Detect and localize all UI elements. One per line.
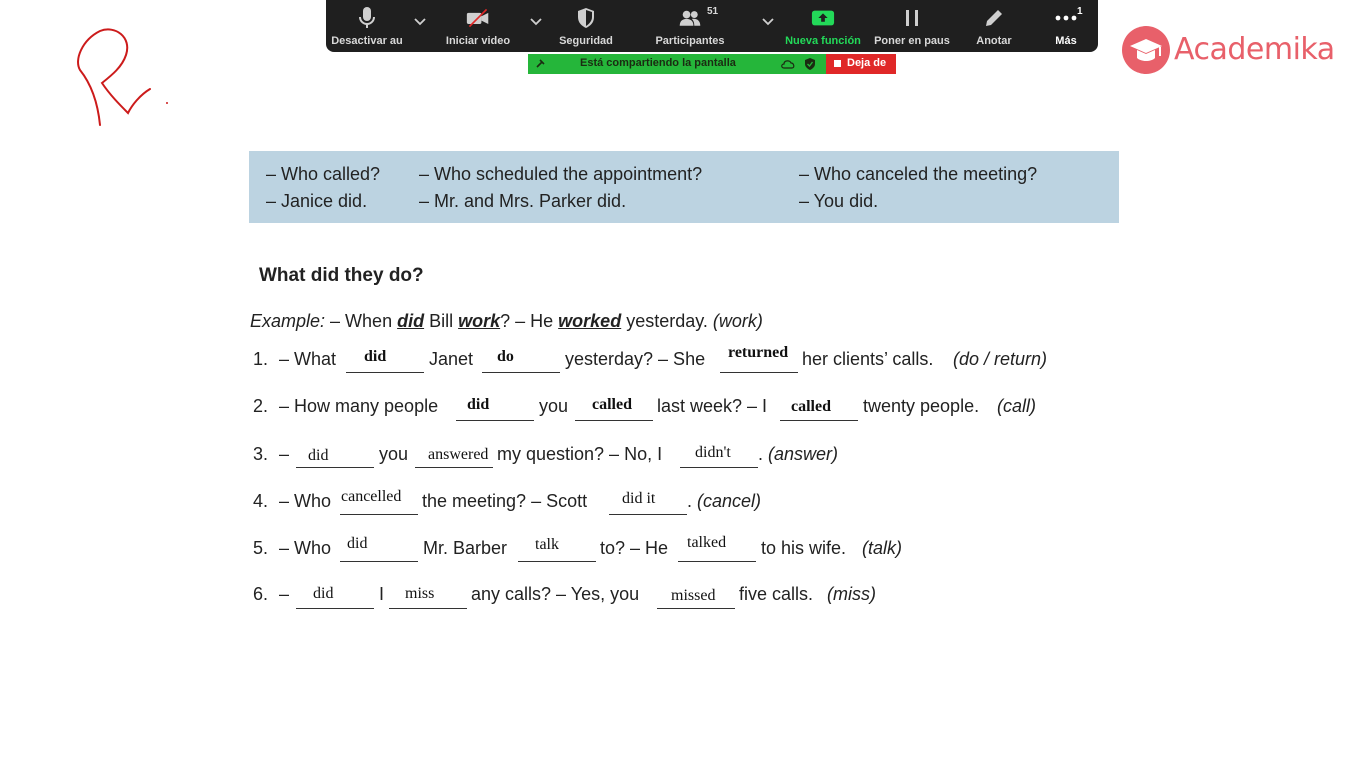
shield-check-icon xyxy=(804,57,816,71)
answer-blank[interactable] xyxy=(340,513,418,515)
handwritten-answer: did xyxy=(347,535,368,552)
exercise-text: (answer) xyxy=(768,444,839,464)
exercise-text: to? – He xyxy=(600,538,669,558)
exercise-text: you xyxy=(379,444,409,464)
pin-icon[interactable] xyxy=(534,58,546,70)
exercise-text: (call) xyxy=(997,396,1036,416)
exercise-text: . xyxy=(687,491,693,511)
handwritten-answer: did xyxy=(313,585,334,602)
exercise-text: 3. xyxy=(253,444,269,464)
answer-blank[interactable] xyxy=(780,419,858,421)
exercise-text: – How many people xyxy=(279,396,439,416)
annotate-button[interactable]: Anotar xyxy=(960,0,1028,52)
share-screen-icon xyxy=(811,6,835,30)
exercise-text: – xyxy=(279,584,290,604)
exercise-text: (do / return) xyxy=(953,349,1048,369)
handwritten-answer: miss xyxy=(405,585,435,602)
chevron-down-icon[interactable] xyxy=(529,14,543,28)
pause-share-button[interactable]: Poner en paus xyxy=(871,0,953,52)
exercise-text: the meeting? – Scott xyxy=(422,491,588,511)
stop-share-button[interactable]: Deja de xyxy=(826,54,896,74)
handwritten-answer: called xyxy=(791,398,831,415)
exercise-text: Example: xyxy=(250,311,326,331)
share-screen-button[interactable]: Nueva función xyxy=(782,0,864,52)
handwritten-answer: talk xyxy=(535,536,559,553)
video-off-icon xyxy=(466,6,490,30)
handwritten-answer: did it xyxy=(622,490,656,507)
exercise-text: – Who xyxy=(279,491,332,511)
exercise-text: – What xyxy=(279,349,337,369)
example-answer: – You did. xyxy=(799,191,879,211)
screen-sharing-bar: Está compartiendo la pantalla xyxy=(528,54,826,74)
answer-blank[interactable] xyxy=(609,513,687,515)
exercise-text: (talk) xyxy=(862,538,902,558)
answer-blank[interactable] xyxy=(415,466,493,468)
exercise-text: . xyxy=(758,444,764,464)
handwritten-answer: did xyxy=(364,348,387,365)
more-button[interactable]: 1 Más xyxy=(1055,6,1083,47)
participants-button[interactable]: 51 Participantes xyxy=(655,6,725,47)
answer-blank[interactable] xyxy=(389,607,467,609)
example-answer: – Mr. and Mrs. Parker did. xyxy=(419,191,627,211)
exercise-text: 5. xyxy=(253,538,269,558)
handwritten-answer: called xyxy=(592,396,632,413)
exercise-text: 2. xyxy=(253,396,269,416)
handwritten-answer: missed xyxy=(671,587,716,604)
exercise-text: – xyxy=(279,444,290,464)
security-button[interactable]: Seguridad xyxy=(548,0,624,52)
shield-icon xyxy=(574,6,598,30)
participant-count-badge: 51 xyxy=(707,6,719,17)
answer-blank[interactable] xyxy=(456,419,534,421)
handwritten-answer: didn't xyxy=(695,444,731,461)
example-line xyxy=(250,311,763,332)
pause-icon xyxy=(900,6,924,30)
chevron-down-icon[interactable] xyxy=(761,14,775,28)
answer-blank[interactable] xyxy=(482,371,560,373)
exercise-text: last week? – I xyxy=(657,396,768,416)
exercise-text: 6. xyxy=(253,584,269,604)
answer-blank[interactable] xyxy=(346,371,424,373)
example-question: – Who called? xyxy=(266,164,381,184)
cloud-icon xyxy=(780,58,796,70)
grammar-examples-box xyxy=(249,151,1119,223)
academika-logo-icon xyxy=(1122,26,1170,74)
exercise-text: 1. xyxy=(253,349,269,369)
chevron-down-icon[interactable] xyxy=(413,14,427,28)
exercise-text: – When xyxy=(325,311,398,331)
handwritten-answer: returned xyxy=(728,344,789,361)
handwritten-answer: cancelled xyxy=(341,488,402,505)
start-video-button[interactable]: Iniciar video xyxy=(438,0,518,52)
handwritten-answer: did xyxy=(308,447,329,464)
exercise-text: Janet xyxy=(429,349,474,369)
handwritten-answer: do xyxy=(497,348,514,365)
answer-blank[interactable] xyxy=(296,607,374,609)
exercise-text: my question? – No, I xyxy=(497,444,663,464)
more-badge: 1 xyxy=(1077,6,1083,17)
pencil-icon xyxy=(982,6,1006,30)
example-answer: – Janice did. xyxy=(266,191,368,211)
example-question: – Who scheduled the appointment? xyxy=(419,164,703,184)
exercise-text: (miss) xyxy=(827,584,876,604)
exercise-text: her clients’ calls. xyxy=(802,349,934,369)
example-question: – Who canceled the meeting? xyxy=(799,164,1038,184)
exercise-text: yesterday? – She xyxy=(565,349,706,369)
exercise-text: (cancel) xyxy=(697,491,762,511)
answer-blank[interactable] xyxy=(575,419,653,421)
meeting-toolbar xyxy=(326,0,1098,52)
academika-logo-text: Academika xyxy=(1174,32,1335,67)
exercise-text: Bill xyxy=(424,311,459,331)
exercise-text: work xyxy=(458,311,501,331)
exercise-text: Mr. Barber xyxy=(423,538,508,558)
exercise-text: twenty people. xyxy=(863,396,980,416)
handwritten-answer: talked xyxy=(687,534,727,551)
answer-blank[interactable] xyxy=(657,607,735,609)
exercise-text: worked xyxy=(558,311,622,331)
stop-icon xyxy=(834,60,841,67)
participants-icon xyxy=(678,6,702,30)
handwritten-answer: answered xyxy=(428,446,489,463)
handwritten-answer: did xyxy=(467,396,490,413)
exercise-text: five calls. xyxy=(739,584,814,604)
exercise-text: to his wife. xyxy=(761,538,847,558)
more-icon xyxy=(1054,6,1078,30)
exercise-text: 4. xyxy=(253,491,269,511)
exercise-text: – Who xyxy=(279,538,332,558)
exercise-text: (work) xyxy=(712,311,763,331)
mute-button[interactable]: Desactivar au xyxy=(326,0,408,52)
answer-blank[interactable] xyxy=(340,560,418,562)
exercise-text: you xyxy=(539,396,569,416)
exercise-text: I xyxy=(379,584,385,604)
answer-blank[interactable] xyxy=(678,560,756,562)
exercise-text: any calls? – Yes, you xyxy=(471,584,640,604)
answer-blank[interactable] xyxy=(296,466,374,468)
answer-blank[interactable] xyxy=(720,371,798,373)
exercise-heading: What did they do? xyxy=(259,265,424,286)
answer-blank[interactable] xyxy=(680,466,758,468)
answer-blank[interactable] xyxy=(518,560,596,562)
microphone-icon xyxy=(355,6,379,30)
exercise-text: yesterday. xyxy=(621,311,713,331)
exercise-text: ? – He xyxy=(500,311,559,331)
exercise-text: did xyxy=(397,311,425,331)
annotation-scribble xyxy=(70,25,180,130)
